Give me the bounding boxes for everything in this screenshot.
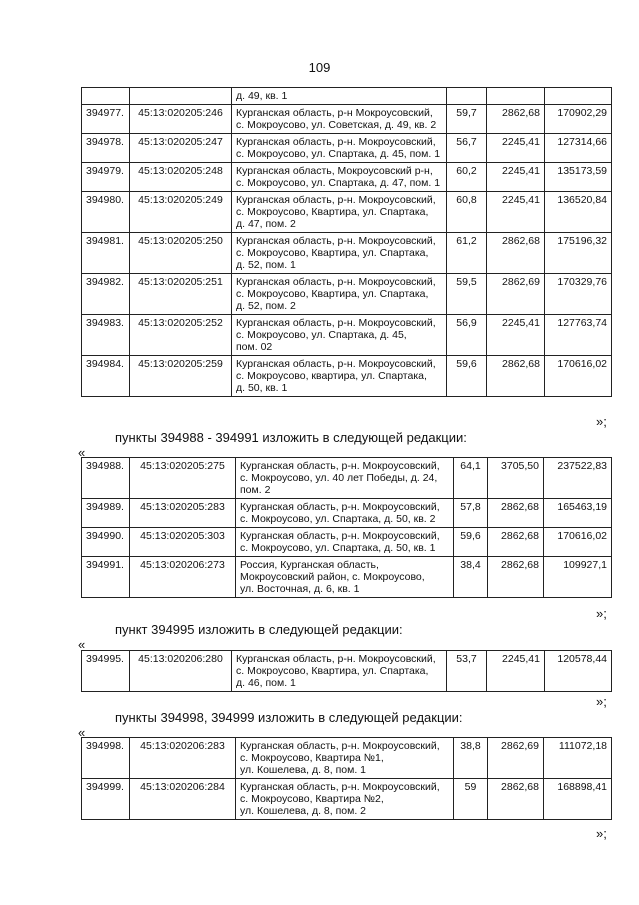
address-line: д. 47, пом. 2 xyxy=(236,218,296,230)
cadastral-value-cell: 127763,74 xyxy=(545,315,612,356)
table-row xyxy=(82,274,612,315)
price-per-sqm-cell: 2862,68 xyxy=(487,356,545,397)
cadastral-number-cell: 45:13:020205:252 xyxy=(130,315,232,356)
address-line: д. 49, кв. 1 xyxy=(236,90,288,102)
cadastral-number-cell xyxy=(130,88,232,105)
table-row xyxy=(82,134,612,163)
cadastral-value-cell: 168898,41 xyxy=(544,779,612,820)
property-table-4 xyxy=(81,737,612,820)
property-table-2 xyxy=(81,457,612,598)
address-line: Курганская область, р-н. Мокроусовский, xyxy=(240,501,440,513)
address-line: Россия, Курганская область, xyxy=(240,559,379,571)
area-cell: 64,1 xyxy=(454,458,488,499)
address-line: Курганская область, р-н. Мокроусовский, xyxy=(236,317,436,329)
cadastral-value-cell: 170329,76 xyxy=(545,274,612,315)
address-line: с. Мокроусово, Квартира №2, xyxy=(240,793,384,805)
price-per-sqm-cell: 2245,41 xyxy=(487,651,545,692)
table-row xyxy=(82,233,612,274)
row-number-cell: 394984. xyxy=(82,356,130,397)
price-per-sqm-cell: 2862,68 xyxy=(488,499,544,528)
table-row xyxy=(82,528,612,557)
amendment-paragraph: пункты 394998, 394999 изложить в следующей редакции: xyxy=(115,710,463,725)
price-per-sqm-cell: 3705,50 xyxy=(488,458,544,499)
area-cell: 59,6 xyxy=(454,528,488,557)
price-per-sqm-cell: 2862,68 xyxy=(488,779,544,820)
row-number-cell: 394978. xyxy=(82,134,130,163)
table-row xyxy=(82,651,612,692)
area-cell: 56,7 xyxy=(447,134,487,163)
address-cell xyxy=(232,315,447,356)
area-cell: 57,8 xyxy=(454,499,488,528)
closing-quote: »; xyxy=(596,826,607,841)
address-line: с. Мокроусово, Квартира, ул. Спартака, xyxy=(236,665,429,677)
address-line: с. Мокроусово, ул. Спартака, д. 50, кв. 1 xyxy=(240,542,436,554)
address-line: Курганская область, р-н. Мокроусовский, xyxy=(236,276,436,288)
area-cell: 38,8 xyxy=(454,738,488,779)
table-row xyxy=(82,499,612,528)
table-row xyxy=(82,356,612,397)
area-cell: 56,9 xyxy=(447,315,487,356)
cadastral-value-cell: 170616,02 xyxy=(545,356,612,397)
address-line: ул. Восточная, д. 6, кв. 1 xyxy=(240,583,360,595)
address-line: Курганская область, р-н. Мокроусовский, xyxy=(240,460,440,472)
cadastral-value-cell xyxy=(545,88,612,105)
cadastral-value-cell: 135173,59 xyxy=(545,163,612,192)
area-cell: 38,4 xyxy=(454,557,488,598)
closing-quote: »; xyxy=(596,606,607,621)
address-line: с. Мокроусово, ул. Спартака, д. 45, пом. 1 xyxy=(236,148,441,160)
address-line: Курганская область, р-н. Мокроусовский, xyxy=(236,358,436,370)
row-number-cell: 394983. xyxy=(82,315,130,356)
address-line: с. Мокроусово, ул. 40 лет Победы, д. 24, xyxy=(240,472,438,484)
cadastral-value-cell: 175196,32 xyxy=(545,233,612,274)
address-cell xyxy=(236,499,454,528)
closing-quote: »; xyxy=(596,414,607,429)
address-line: Мокроусовский район, с. Мокроусово, xyxy=(240,571,425,583)
opening-quote: « xyxy=(78,445,86,460)
address-line: д. 52, пом. 1 xyxy=(236,259,296,271)
cadastral-number-cell: 45:13:020205:251 xyxy=(130,274,232,315)
amendment-paragraph: пункт 394995 изложить в следующей редакции: xyxy=(115,622,403,637)
price-per-sqm-cell: 2245,41 xyxy=(487,192,545,233)
cadastral-value-cell: 127314,66 xyxy=(545,134,612,163)
row-number-cell: 394995. xyxy=(82,651,130,692)
cadastral-value-cell: 111072,18 xyxy=(544,738,612,779)
row-number-cell: 394988. xyxy=(82,458,130,499)
row-number-cell: 394999. xyxy=(82,779,130,820)
address-cell xyxy=(232,134,447,163)
address-line: с. Мокроусово, ул. Спартака, д. 47, пом. 1 xyxy=(236,177,441,189)
address-line: Курганская область, р-н. Мокроусовский, xyxy=(236,653,436,665)
address-line: с. Мокроусово, ул. Советская, д. 49, кв. 2 xyxy=(236,119,437,131)
table-row xyxy=(82,738,612,779)
area-cell xyxy=(447,88,487,105)
row-number-cell: 394982. xyxy=(82,274,130,315)
price-per-sqm-cell: 2862,69 xyxy=(488,738,544,779)
cadastral-number-cell: 45:13:020205:249 xyxy=(130,192,232,233)
row-number-cell xyxy=(82,88,130,105)
address-cell xyxy=(232,274,447,315)
table-row xyxy=(82,105,612,134)
price-per-sqm-cell: 2245,41 xyxy=(487,315,545,356)
address-line: Курганская область, Мокроусовский р-н, xyxy=(236,165,433,177)
area-cell: 59,7 xyxy=(447,105,487,134)
row-number-cell: 394989. xyxy=(82,499,130,528)
cadastral-number-cell: 45:13:020206:283 xyxy=(130,738,236,779)
price-per-sqm-cell: 2862,68 xyxy=(487,105,545,134)
address-cell xyxy=(236,557,454,598)
address-line: д. 52, пом. 2 xyxy=(236,300,296,312)
amendment-paragraph: пункты 394988 - 394991 изложить в следующей редакции: xyxy=(115,430,467,445)
price-per-sqm-cell: 2245,41 xyxy=(487,163,545,192)
table-row xyxy=(82,315,612,356)
address-cell xyxy=(236,528,454,557)
address-line: Курганская область, р-н Мокроусовский, xyxy=(236,107,433,119)
cadastral-number-cell: 45:13:020205:283 xyxy=(130,499,236,528)
area-cell: 53,7 xyxy=(447,651,487,692)
cadastral-number-cell: 45:13:020205:259 xyxy=(130,356,232,397)
cadastral-value-cell: 136520,84 xyxy=(545,192,612,233)
address-line: Курганская область, р-н. Мокроусовский, xyxy=(240,530,440,542)
cadastral-number-cell: 45:13:020206:284 xyxy=(130,779,236,820)
address-cell xyxy=(236,458,454,499)
address-cell xyxy=(232,356,447,397)
page-number: 109 xyxy=(308,60,331,75)
cadastral-number-cell: 45:13:020205:248 xyxy=(130,163,232,192)
cadastral-number-cell: 45:13:020205:275 xyxy=(130,458,236,499)
table-row xyxy=(82,192,612,233)
table-row xyxy=(82,779,612,820)
address-line: с. Мокроусово, Квартира, ул. Спартака, xyxy=(236,288,429,300)
area-cell: 59 xyxy=(454,779,488,820)
price-per-sqm-cell: 2862,68 xyxy=(488,528,544,557)
address-cell xyxy=(232,233,447,274)
address-line: с. Мокроусово, Квартира, ул. Спартака, xyxy=(236,247,429,259)
cadastral-number-cell: 45:13:020206:280 xyxy=(130,651,232,692)
address-line: ул. Кошелева, д. 8, пом. 2 xyxy=(240,805,367,817)
address-line: с. Мокроусово, квартира, ул. Спартака, xyxy=(236,370,427,382)
address-line: ул. Кошелева, д. 8, пом. 1 xyxy=(240,764,367,776)
area-cell: 59,5 xyxy=(447,274,487,315)
cadastral-number-cell: 45:13:020205:247 xyxy=(130,134,232,163)
address-line: Курганская область, р-н. Мокроусовский, xyxy=(240,781,440,793)
address-cell xyxy=(232,192,447,233)
cadastral-number-cell: 45:13:020205:246 xyxy=(130,105,232,134)
opening-quote: « xyxy=(78,725,86,740)
table-row xyxy=(82,557,612,598)
closing-quote: »; xyxy=(596,694,607,709)
row-number-cell: 394981. xyxy=(82,233,130,274)
address-cell xyxy=(232,105,447,134)
cadastral-number-cell: 45:13:020206:273 xyxy=(130,557,236,598)
address-cell xyxy=(232,163,447,192)
table-row xyxy=(82,163,612,192)
cadastral-value-cell: 109927,1 xyxy=(544,557,612,598)
address-cell xyxy=(232,88,447,105)
address-line: с. Мокроусово, Квартира, ул. Спартака, xyxy=(236,206,429,218)
table-row xyxy=(82,458,612,499)
address-line: с. Мокроусово, ул. Спартака, д. 45, xyxy=(236,329,407,341)
row-number-cell: 394998. xyxy=(82,738,130,779)
property-table-3 xyxy=(81,650,612,692)
price-per-sqm-cell xyxy=(487,88,545,105)
row-number-cell: 394980. xyxy=(82,192,130,233)
address-line: Курганская область, р-н. Мокроусовский, xyxy=(236,235,436,247)
cadastral-value-cell: 170616,02 xyxy=(544,528,612,557)
area-cell: 59,6 xyxy=(447,356,487,397)
cadastral-value-cell: 120578,44 xyxy=(545,651,612,692)
row-number-cell: 394977. xyxy=(82,105,130,134)
address-line: с. Мокроусово, ул. Спартака, д. 50, кв. 2 xyxy=(240,513,436,525)
row-number-cell: 394991. xyxy=(82,557,130,598)
address-cell xyxy=(232,651,447,692)
address-line: д. 50, кв. 1 xyxy=(236,382,288,394)
cadastral-value-cell: 170902,29 xyxy=(545,105,612,134)
price-per-sqm-cell: 2245,41 xyxy=(487,134,545,163)
address-line: Курганская область, р-н. Мокроусовский, xyxy=(240,740,440,752)
cadastral-value-cell: 165463,19 xyxy=(544,499,612,528)
table-row xyxy=(82,88,612,105)
row-number-cell: 394990. xyxy=(82,528,130,557)
area-cell: 60,8 xyxy=(447,192,487,233)
address-line: пом. 02 xyxy=(236,341,273,353)
cadastral-number-cell: 45:13:020205:303 xyxy=(130,528,236,557)
price-per-sqm-cell: 2862,68 xyxy=(488,557,544,598)
area-cell: 60,2 xyxy=(447,163,487,192)
address-cell xyxy=(236,738,454,779)
property-table-1 xyxy=(81,87,612,397)
price-per-sqm-cell: 2862,69 xyxy=(487,274,545,315)
address-line: с. Мокроусово, Квартира №1, xyxy=(240,752,384,764)
area-cell: 61,2 xyxy=(447,233,487,274)
address-cell xyxy=(236,779,454,820)
cadastral-value-cell: 237522,83 xyxy=(544,458,612,499)
opening-quote: « xyxy=(78,637,86,652)
address-line: д. 46, пом. 1 xyxy=(236,677,296,689)
address-line: Курганская область, р-н. Мокроусовский, xyxy=(236,194,436,206)
cadastral-number-cell: 45:13:020205:250 xyxy=(130,233,232,274)
row-number-cell: 394979. xyxy=(82,163,130,192)
address-line: Курганская область, р-н. Мокроусовский, xyxy=(236,136,436,148)
price-per-sqm-cell: 2862,68 xyxy=(487,233,545,274)
address-line: пом. 2 xyxy=(240,484,271,496)
